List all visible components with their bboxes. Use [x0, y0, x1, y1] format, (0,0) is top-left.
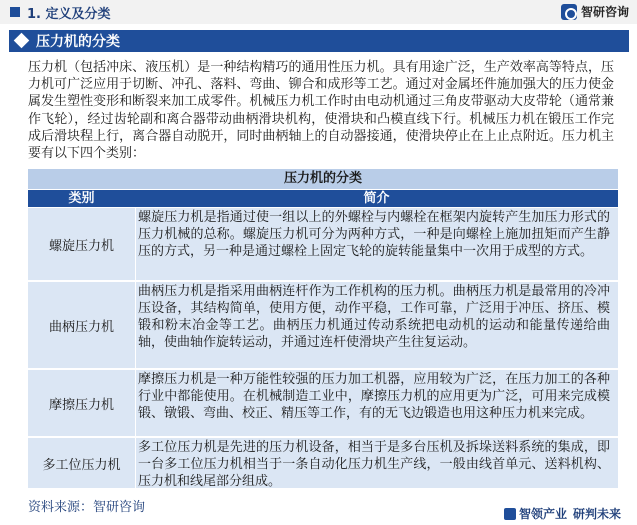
- table-row: [28, 208, 618, 281]
- intro-paragraph: 压力机（包括冲床、液压机）是一种结构精巧的通用性压力机。具有用途广泛，生产效率高等特点，压力机可广泛应用于切断、冲孔、落料、弯曲、铆合和成形等工艺。通过对金属坯件施加强大的压力使金属发生塑性变形和断裂来加工成零件。机械压力机工作时由电动机通过三角皮带驱动大皮带轮（通常兼作飞轮），经过齿轮副和离合器带动曲柄滑块机构，使滑块和凸模直线下行。机械压力机在锻压工作完成后滑块程上行，离合器自动脱开，同时曲柄轴上的自动器接通，使滑块停止在上止点附近。压力机主要有以下四个类别：: [28, 60, 614, 162]
- column-header-desc: 简介: [363, 191, 390, 206]
- row-desc: 曲柄压力机是指采用曲柄连杆作为工作机构的压力机。曲柄压力机是最常用的冷冲压设备，其结构简单，使用方便，动作平稳，工作可靠，广泛用于冲压、挤压、模锻和粉末冶金等工艺。曲柄压力机通过传动系统把电动机的运动和能量传递给曲轴，使曲轴作旋转运动，并通过连杆使滑块产生往复运动。: [136, 282, 618, 368]
- row-desc: 多工位压力机是先进的压力机设备，相当于是多台压机及拆垛送料系统的集成，即一台多工位压力机相当于一条自动化压力机生产线，一般由线首单元、送料机构、压力机和线尾部分组成。: [136, 438, 618, 488]
- footer-brand: [504, 505, 627, 522]
- footer-slogan-b: 研判未来: [572, 507, 621, 521]
- row-desc: 螺旋压力机是指通过使一组以上的外螺栓与内螺栓在框架内旋转产生加压力形式的压力机械的总称。螺旋压力机可分为两种方式，一种是向螺栓上施加扭矩而产生静压的方式，另一种是通过螺栓上固定飞轮的旋转能量集中一次用于成型的方式。: [136, 208, 618, 280]
- brand-logo-icon: [561, 4, 577, 20]
- section-heading: 1. 定义及分类: [27, 7, 111, 22]
- table-header: [28, 190, 618, 207]
- table-title: 压力机的分类: [28, 169, 618, 189]
- brand-logo: [561, 3, 629, 20]
- diamond-icon: [14, 33, 30, 49]
- table-row: [28, 370, 618, 437]
- column-header-type: 类别: [68, 191, 95, 206]
- row-type: 曲柄压力机: [28, 282, 135, 368]
- row-desc: 摩擦压力机是一种万能性较强的压力加工机器，应用较为广泛，在压力加工的各种行业中都能使用。在机械制造工业中，摩擦压力机的应用更为广泛，可用来完成模锻、镦锻、弯曲、校正、精压等工作，有的无飞边锻造也用这种压力机来完成。: [136, 370, 618, 436]
- footer-slogan-a: 智领产业: [518, 507, 567, 521]
- source-note: 资料来源：智研咨询: [28, 500, 146, 515]
- row-type: 螺旋压力机: [28, 208, 135, 280]
- footer-logo-icon: [504, 508, 516, 520]
- brand-name: 智研咨询: [580, 5, 629, 19]
- title-bar: [9, 30, 629, 52]
- top-bar: [0, 0, 637, 24]
- row-type: 摩擦压力机: [28, 370, 135, 436]
- table-row: [28, 282, 618, 369]
- row-type: 多工位压力机: [28, 438, 135, 488]
- page-title: 压力机的分类: [36, 34, 120, 50]
- table-row: [28, 438, 618, 489]
- section-marker-icon: [10, 7, 20, 17]
